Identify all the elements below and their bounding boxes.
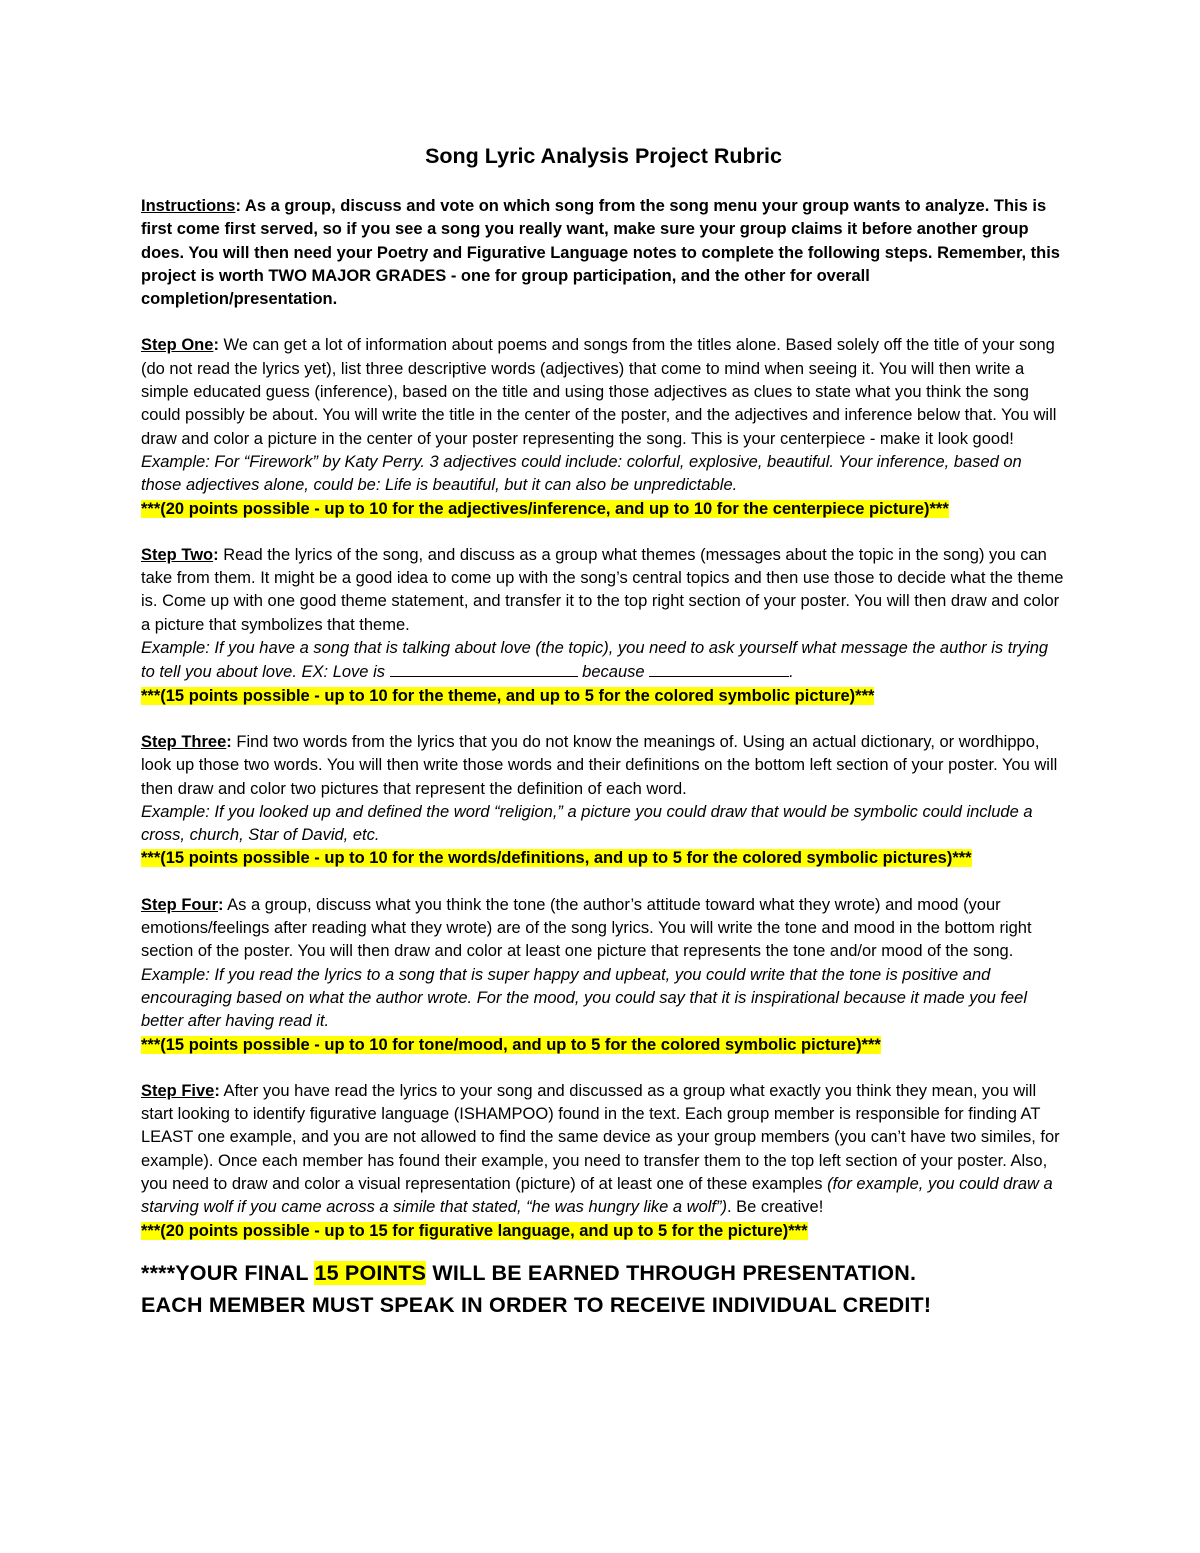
step-two-example: Example: If you have a song that is talking about love (the topic), you need to ask yourself what message the author is trying to tell you about love. EX: Love is because .: [141, 639, 1049, 682]
step-three-text: Find two words from the lyrics that you do not know the meanings of. Using an actual dictionary, or wordhippo, look up those two words. You will then write those words and their definitions on the bottom left section of your poster. You will then draw and color two pictures that represent the definition of each word.: [141, 732, 1058, 798]
step-five-body: Step Five: After you have read the lyrics to your song and discussed as a group what exactly you think they mean, you will start looking to identify figurative language (ISHAMPOO) found in the text. Each group member is responsible for finding AT LEAST one example, and you are not allowed to find the same device as your group members (you can’t have two similes, for example). Once each member has found their example, you need to transfer them to the top left section of your poster. Also, you need to draw and color a visual representation (picture) of at least one of these examples (for example, you could draw a starving wolf if you came across a simile that stated, “he was hungry like a wolf”). Be creative!: [141, 1081, 1060, 1217]
final-points-highlight: 15 POINTS: [314, 1260, 427, 1285]
step-two-points: [141, 685, 1066, 708]
step-two-points-highlight: ***(15 points possible - up to 10 for the theme, and up to 5 for the colored symbolic picture)***: [141, 686, 875, 705]
step-two-text: Read the lyrics of the song, and discuss as a group what themes (messages about the topic in the song) you can take from them. It might be a good idea to come up with the song’s central topics and then use those to decide what the theme is. Come up with one good theme statement, and transfer it to the top right section of your poster. You will then draw and color a picture that symbolizes that theme.: [141, 545, 1064, 634]
step-four-body: Step Four: As a group, discuss what you think the tone (the author’s attitude toward what they wrote) and mood (your emotions/feelings after reading what they wrote) are of the song lyrics. You will write the tone and mood in the bottom right section of the poster. You will then draw and color at least one picture that represents the tone and/or mood of the song.: [141, 895, 1032, 961]
page-title: Song Lyric Analysis Project Rubric: [425, 144, 782, 168]
instructions-text: : As a group, discuss and vote on which song from the song menu your group wants to analyze. This is first come first served, so if you see a song you really want, make sure your group claims it before another group does. You will then need your Poetry and Figurative Language notes to complete the following steps. Remember, this project is worth TWO MAJOR GRADES - one for group participation, and the other for overall completion/presentation.: [141, 197, 1060, 309]
step-four-label: Step Four: [141, 895, 218, 914]
step-one: [141, 334, 1066, 520]
blank-line-1: [390, 660, 578, 677]
step-five-italic-example: (for example, you could draw a starving wolf if you came across a simile that stated, “he was hungry like a wolf”): [141, 1174, 1053, 1217]
step-three-points: [141, 847, 1066, 870]
step-one-label: Step One: [141, 336, 214, 355]
final-note-line-2: EACH MEMBER MUST SPEAK IN ORDER TO RECEIVE INDIVIDUAL CREDIT!: [141, 1292, 932, 1317]
step-five-points: [141, 1220, 1066, 1243]
step-three: [141, 731, 1066, 871]
step-three-body: Step Three: Find two words from the lyrics that you do not know the meanings of. Using an actual dictionary, or wordhippo, look up those two words. You will then write those words and their definitions on the bottom left section of your poster. You will then draw and color two pictures that represent the definition of each word.: [141, 732, 1058, 798]
blank-line-2: [649, 660, 789, 677]
instructions-label: Instructions: [141, 197, 236, 215]
instructions-paragraph: [141, 195, 1066, 311]
step-four-text: As a group, discuss what you think the tone (the author’s attitude toward what they wrote) and mood (your emotions/feelings after reading what they wrote) are of the song lyrics. You will write the tone and mood in the bottom right section of the poster. You will then draw and color at least one picture that represents the tone and/or mood of the song.: [141, 895, 1032, 961]
final-note-line-1: ****YOUR FINAL 15 POINTS WILL BE EARNED THROUGH PRESENTATION.: [141, 1260, 917, 1285]
step-one-points: [141, 498, 1066, 521]
step-two-label: Step Two: [141, 545, 214, 564]
step-five-label: Step Five: [141, 1081, 215, 1100]
step-one-points-highlight: ***(20 points possible - up to 10 for the adjectives/inference, and up to 10 for the centerpiece picture)***: [141, 499, 949, 518]
step-four: [141, 894, 1066, 1057]
step-one-example: Example: For “Firework” by Katy Perry. 3 adjectives could include: colorful, explosive, beautiful. Your inference, based on those adjectives alone, could be: Life is beautiful, but it can also be unpredictable.: [141, 452, 1022, 495]
step-three-label: Step Three: [141, 732, 227, 751]
step-two: [141, 544, 1066, 708]
step-four-points-highlight: ***(15 points possible - up to 10 for tone/mood, and up to 5 for the colored symbolic picture)***: [141, 1035, 881, 1054]
step-three-example: Example: If you looked up and defined the word “religion,” a picture you could draw that would be symbolic could include a cross, church, Star of David, etc.: [141, 802, 1033, 845]
step-five-text: After you have read the lyrics to your song and discussed as a group what exactly you think they mean, you will start looking to identify figurative language (ISHAMPOO) found in the text. Each group member is responsible for finding AT LEAST one example, and you are not allowed to find the same device as your group members (you can’t have two similes, for example). Once each member has found their example, you need to transfer them to the top left section of your poster. Also, you need to draw and color a visual representation (picture) of at least one of these examples: [141, 1081, 1060, 1193]
step-four-points: [141, 1034, 1066, 1057]
step-two-body: Step Two: Read the lyrics of the song, and discuss as a group what themes (messages about the topic in the song) you can take from them. It might be a good idea to come up with the song’s central topics and then use those to decide what the theme is. Come up with one good theme statement, and transfer it to the top right section of your poster. You will then draw and color a picture that symbolizes that theme.: [141, 545, 1064, 634]
step-four-example: Example: If you read the lyrics to a song that is super happy and upbeat, you could write that the tone is positive and encouraging based on what the author wrote. For the mood, you could say that it is inspirational because it made you feel better after having read it.: [141, 965, 1028, 1031]
step-three-points-highlight: ***(15 points possible - up to 10 for the words/definitions, and up to 5 for the colored symbolic pictures)***: [141, 849, 972, 868]
step-one-body: Step One: We can get a lot of information about poems and songs from the titles alone. Based solely off the title of your song (do not read the lyrics yet), list three descriptive words (adjectives) that come to mind when seeing it. You will then write a simple educated guess (inference), based on the title and using those adjectives as clues to state what you think the song could possibly be about. You will write the title in the center of the poster, and the adjectives and inference below that. You will draw and color a picture in the center of your poster representing the song. This is your centerpiece - make it look good!: [141, 336, 1057, 448]
final-note: [141, 1257, 1066, 1321]
step-one-text: We can get a lot of information about poems and songs from the titles alone. Based solely off the title of your song (do not read the lyrics yet), list three descriptive words (adjectives) that come to mind when seeing it. You will then write a simple educated guess (inference), based on the title and using those adjectives as clues to state what you think the song could possibly be about. You will write the title in the center of the poster, and the adjectives and inference below that. You will draw and color a picture in the center of your poster representing the song. This is your centerpiece - make it look good!: [141, 336, 1057, 448]
step-five: [141, 1080, 1066, 1243]
step-five-points-highlight: ***(20 points possible - up to 15 for figurative language, and up to 5 for the picture)***: [141, 1221, 808, 1240]
document-page: [141, 141, 1066, 1321]
